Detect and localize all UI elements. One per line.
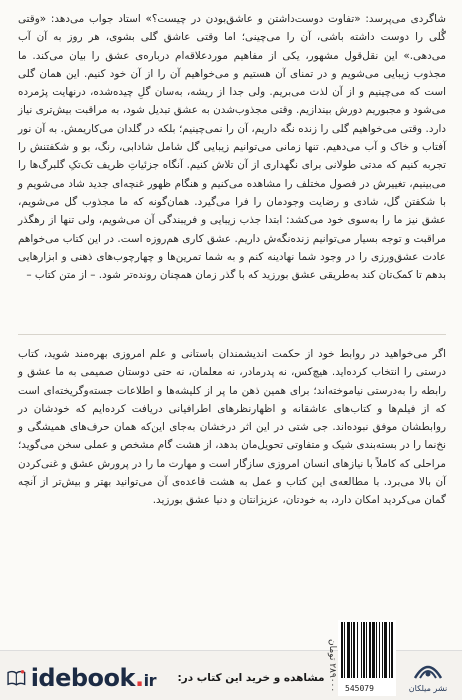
isbn-number: 545079	[345, 684, 374, 693]
section-divider	[18, 334, 446, 335]
idebook-logo[interactable]	[6, 658, 156, 698]
publisher-name: نشر میلکان	[408, 683, 448, 693]
book-quote-paragraph: شاگردی می‌پرسد: «تفاوت دوست‌داشتن و عاشق‌بودن در چیست؟» استاد جواب می‌دهد: «وقتی گُلی را دوست داشته باشی، آن را می‌چینی؛ اما وقتی عاشق گلی بشوی، هر روز به آن آب می‌دهی.» این نقل‌قول مشهور، یکی از مفاهیم موردعلاقه‌ام درباره‌ی عشق را بیان می‌کند. ما مجذوب زیبایی می‌شویم و در تمنای آن هستیم و می‌خواهیم آن را از آن خود کنیم. این همان گلی است که می‌چینیم و از آن لذت می‌بریم. ولی جدا از ریشه، به‌سان گلِ چیده‌شده، درنهایت پژمرده می‌شود و مجبوریم دورش بیندازیم. وقتی مجذوب‌شدن به عشق تبدیل شود، به مراقبت بیش‌تری نیاز دارد. وقتی می‌خواهیم گلی را زنده نگه داریم، آن را نمی‌چینیم؛ بلکه در گلدان می‌کاریمش. به آن نور آفتاب و خاک و آب می‌دهیم. تنها زمانی می‌توانیم زیبایی گل شامل شادابی، رنگ، بو و شکفتنش را تجربه کنیم که مدتی طولانی برای نگهداری از آن تلاش کنیم. آنگاه جزئیاتِ ظریف تک‌تکِ گلبرگ‌ها را می‌بینیم، تغییرش در فصول مختلف را مشاهده می‌کنیم و هنگام ظهور غنچه‌ای جدید شاد می‌شویم و با شکفتن گل، شادی و رضایت وجودمان را فرا می‌گیرد. همان‌گونه که ما مجذوب گل می‌شویم، عشق نیز ما را به‌سوی خود می‌کشد: ابتدا جذب زیبایی و فریبندگی آن می‌شویم، ولی تنها از رهگذر مراقبت و توجه بسیار می‌توانیم زنده‌نگه‌ش داریم. عشق کاری هم‌روزه است. در این کتاب می‌خواهم عادت عشق‌ورزی را در وجود شما نهادینه کنم و به شما تمرین‌ها و چهارچوب‌های ذهنی و ابزارهایی بدهم تا کمک‌تان کند به‌طریقی عشق بورزید که با گذر زمان همچنان رونده‌تر شود. – از متن کتاب –	[18, 13, 446, 282]
purchase-cta[interactable]: مشاهده و خرید این کتاب در:	[177, 672, 325, 684]
publisher-logo	[402, 652, 454, 696]
site-logo-text: idebook.ir	[30, 664, 156, 692]
price-text: ۲۸۹۰۰۰ تومان	[327, 638, 337, 692]
book-icon	[6, 665, 27, 691]
book-description-paragraph: اگر می‌خواهید در روابط خود از حکمت اندیشمندان باستانی و علم امروزی بهره‌مند شوید، کتاب درستی را انتخاب کرده‌اید. هیچ‌کس، نه پدرمادر، نه معلمان، نه حتی دوستان صمیمی به ما عشق و رابطه را به‌درستی نیاموخته‌اند؛ برای همین ذهن ما پر از کلیشه‌ها و اطلاعات جسته‌وگریخته‌ای است که از فیلم‌ها و کتاب‌های عاشقانه و اظهارنظرهای اطرافیانی دریافت کرده‌ایم که خودشان در روابطشان موفق نبوده‌اند. جی‌ شتی در این اثر درخشان به‌جای این‌که همان حرف‌های همیشگی و نخ‌نما را در بسته‌بندی شیک و متفاوتی تحویل‌مان بدهد، از هشت گام مشخص و عملی سخن می‌گوید؛ مراحلی که کاملاً با نیازهای انسان امروزی سازگار است و مهارت ما را در پرورش عشق و غنی‌کردن آن بالا می‌برد. با مطالعه‌ی این کتاب و عمل به هشت قاعده‌ی آن می‌توانید بهتر و بیش‌تر از آنچه گمان می‌کردید امکان دارد، به خودتان، عزیزانتان و دنیا عشق بورزید.	[18, 348, 446, 507]
publisher-emblem-icon	[411, 656, 445, 682]
